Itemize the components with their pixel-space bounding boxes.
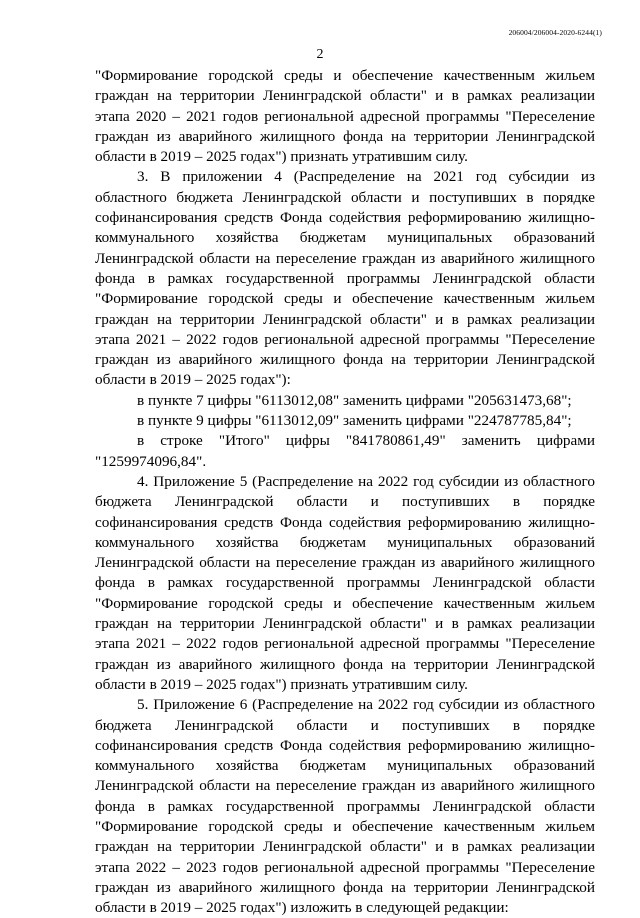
paragraph-item-3: 3. В приложении 4 (Распределение на 2021 год субсидии из областного бюджета Ленинградской области и поступивших в порядке софинансирования средств Фонда содействия реформированию жилищно-коммунального хозяйства бюджетам муниципальных образований Ленинградской области на переселение граждан из аварийного жилищного фонда в рамках государственной программы Ленинградской области "Формирование городской среды и обеспечение качественным жильем граждан на территории Ленинградской области" и в рамках реализации этапа 2021 – 2022 годов региональной адресной программы "Переселение граждан из аварийного жилищного фонда на территории Ленинградской области в 2019 – 2025 годах"): — [95, 168, 595, 389]
page-number: 2 — [316, 47, 324, 62]
document-registration-number: 206004/206004-2020-6244(1) — [508, 28, 602, 37]
paragraph-item-4: 4. Приложение 5 (Распределение на 2022 год субсидии из областного бюджета Ленинградской области и поступивших в порядке софинансирования средств Фонда содействия реформированию жилищно-коммунального хозяйства бюджетам муниципальных образований Ленинградской области на переселение граждан из аварийного жилищного фонда в рамках государственной программы Ленинградской области "Формирование городской среды и обеспечение качественным жильем граждан на территории Ленинградской области" и в рамках реализации этапа 2021 – 2022 годов региональной адресной программы "Переселение граждан из аварийного жилищного фонда на территории Ленинградской области в 2019 – 2025 годах") признать утратившим силу. — [95, 472, 595, 693]
document-body — [95, 66, 595, 918]
amendment-total-row: в строке "Итого" цифры "841780861,49" заменить цифрами "1259974096,84". — [95, 432, 595, 470]
amendment-point-7: в пункте 7 цифры "6113012,08" заменить цифрами "205631473,68"; — [137, 391, 572, 409]
paragraph-item-5: 5. Приложение 6 (Распределение на 2022 год субсидии из областного бюджета Ленинградской области и поступивших в порядке софинансирования средств Фонда содействия реформированию жилищно-коммунального хозяйства бюджетам муниципальных образований Ленинградской области на переселение граждан из аварийного жилищного фонда в рамках государственной программы Ленинградской области "Формирование городской среды и обеспечение качественным жильем граждан на территории Ленинградской области" и в рамках реализации этапа 2022 – 2023 годов региональной адресной программы "Переселение граждан из аварийного жилищного фонда на территории Ленинградской области в 2019 – 2025 годах") изложить в следующей редакции: — [95, 696, 595, 917]
paragraph-continuation: "Формирование городской среды и обеспечение качественным жильем граждан на территории Ленинградской области" и в рамках реализации этапа 2020 – 2021 годов региональной адресной программы "Переселение граждан из аварийного жилищного фонда на территории Ленинградской области в 2019 – 2025 годах") признать утратившим силу. — [95, 67, 595, 166]
amendment-point-9: в пункте 9 цифры "6113012,09" заменить цифрами "224787785,84"; — [137, 412, 572, 430]
